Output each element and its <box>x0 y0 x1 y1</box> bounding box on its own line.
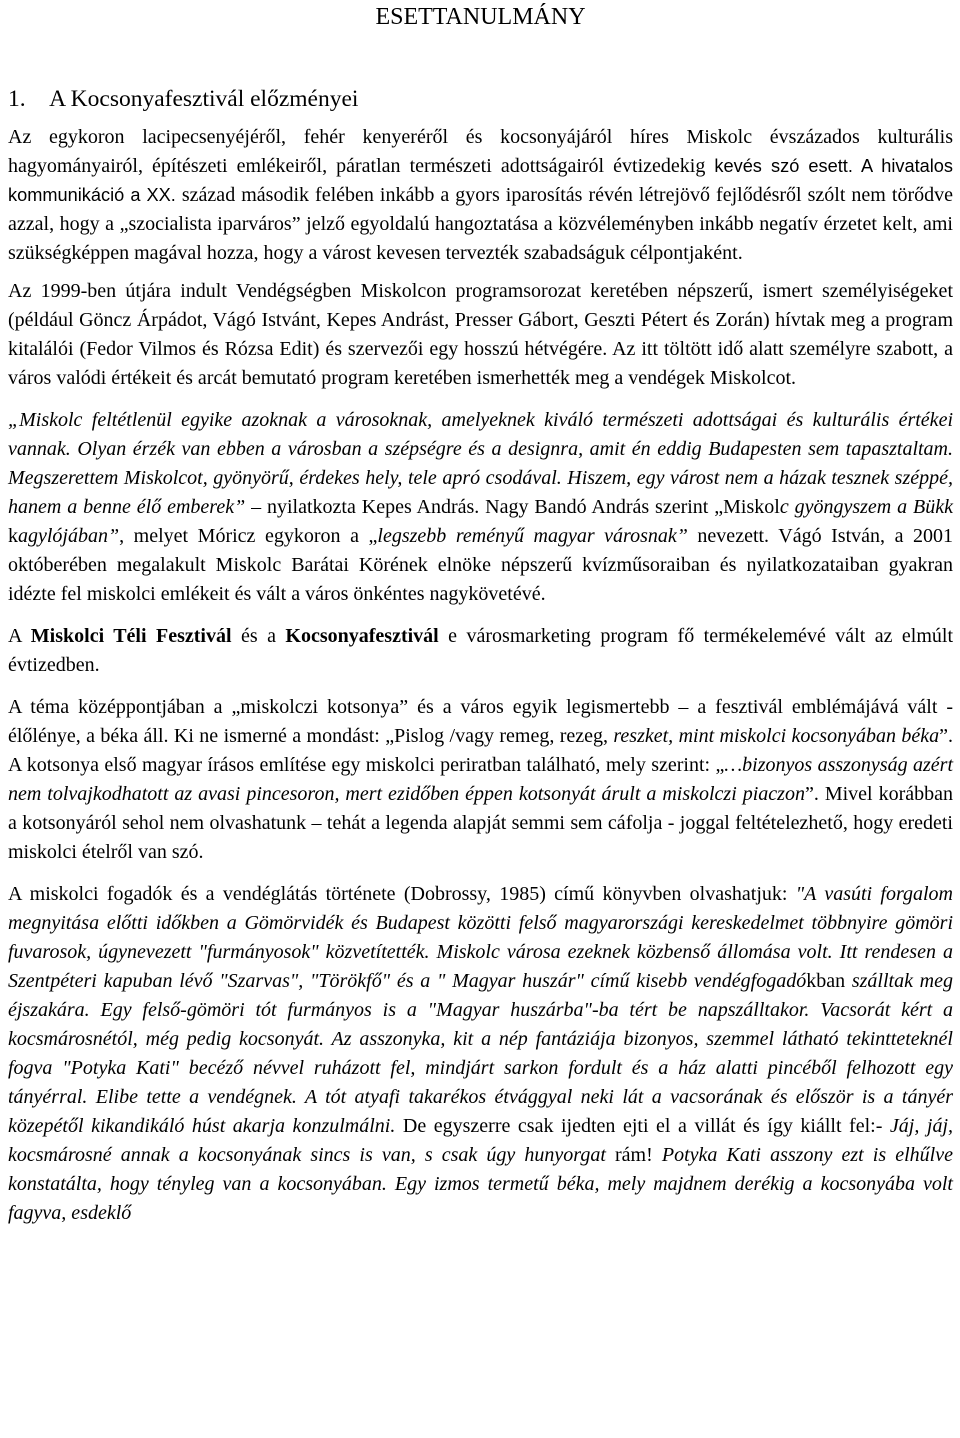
saying-quote: reszket, mint miskolci kocsonyában béka <box>613 725 940 747</box>
attribution-bando-mid: k <box>8 525 18 547</box>
document-page <box>8 0 953 1228</box>
p6-text-a: A miskolci fogadók és a vendéglátás története (Dobrossy, 1985) című könyvben olvashatjuk: <box>8 883 796 905</box>
quote-bando-1: c gyöngyszem a Bükk <box>779 496 953 518</box>
dobrossy-quote-3: Jáj, jáj, kocsmárosné annak a kocsonyának sincs is van, s csak úgy hunyorgat <box>8 1115 953 1166</box>
attribution-moricz: , melyet Móricz egykoron a „ <box>119 525 378 547</box>
p4-text-b: és a <box>231 625 286 647</box>
paragraph-kotsonya <box>8 693 953 867</box>
quote-bando-2: agylójában” <box>18 525 120 547</box>
p4-text-c: e városmarketing program fő termékelemévé vált az elmúlt évtizedben. <box>8 625 954 676</box>
festival-name-kocsonya: Kocsonyafesztivál <box>285 625 439 647</box>
p5-text-a: A téma középpontjában a „miskolczi kotsonya” és a város egyik legismertebb – a fesztivál emblémájává vált - élőlénye, a béka áll. Ki ne ismerné a mondást: „Pislog /vagy remeg, rezeg, <box>8 696 953 747</box>
attribution-kepes: – nyilatkozta Kepes András. Nagy Bandó András szerint „Miskol <box>245 496 780 518</box>
section-title: A Kocsonyafesztivál előzményei <box>49 86 359 112</box>
section-number: 1. <box>8 86 26 112</box>
paragraph-quotes <box>8 406 953 609</box>
paragraph-dobrossy <box>8 880 953 1228</box>
p1-text-sans: kevés szó esett. A hivatalos kommunikáció a XX. <box>8 156 953 205</box>
p6-text-d: rám! <box>615 1144 662 1166</box>
dobrossy-quote-2: szálltak meg éjszakára. Egy felső-gömöri tót furmányos is a "Magyar huszárba"-ba tért be napszálltakor. Vacsorát kért a kocsmárosnétól, még pedig kocsonyát. Az asszonyka, kit a nép fantáziája bizonyos, szemmel látható tekintteteknél fogva "Potyka Kati" becéző névvel ruházott fel, mindjárt sarkon fordult és a ház alatti pincéből felhozott egy tányérral. Elibe tette a vendégnek. A tót atyafi takarékos étvággyal neki lát a vacsorának és először is a tányér közepétől kikandikáló húst akarja konzulmálni. <box>8 970 953 1137</box>
dobrossy-quote-1: "A vasúti forgalom megnyitása előtti időkben a Gömörvidék és Budapest közötti felső magyarországi kereskedelmet többnyire gömöri fuvarosok, úgynevezett "furmányosok" közvetítették. Miskolc városa ezeknek közbenső állomása volt. Itt rendesen a Szentpéteri kapuban lévő "Szarvas", "Törökfő" és a " Magyar huszár" című kisebb vendégfogadó <box>8 883 953 992</box>
p4-text-a: A <box>8 625 31 647</box>
p1-text-a: Az egykoron lacipecsenyéjéről, fehér kenyeréről és kocsonyájáról híres Miskolc évszázados kulturális hagyományairól, építészeti emlékeiről, páratlan természeti adottságairól évtizedekig <box>8 126 953 177</box>
quote-moricz: legszebb reményű magyar városnak” <box>377 525 688 547</box>
p6-text-b: kban <box>806 970 846 992</box>
p5-text-c: ”. Mivel korábban a kotsonyáról sehol nem olvashatunk – tehát a legenda alapját semmi sem cáfolja - joggal feltételezhető, hogy eredeti miskolci ételről van szó. <box>8 783 953 863</box>
paragraph-history <box>8 123 953 268</box>
quote-kepes: „Miskolc feltétlenül egyike azoknak a városoknak, amelyeknek kiváló természeti adottságai és kulturális értékei vannak. Olyan érzék van ebben a városban a szépségre és a designra, amit én eddig Budapesten sem tapasztaltam. Megszerettem Miskolcot, gyönyörű, érdekes hely, tele apró csodával. Hiszem, egy várost nem a házak tesznek széppé, hanem a benne élő emberek” <box>8 409 953 518</box>
p2-text-b: Az itt töltött idő alatt személyre szabott, a város valódi értékeit és arcát bemutató program keretében ismerhették meg a vendégek Miskolcot. <box>8 338 953 389</box>
p6-text-c: De egyszerre csak ijedten ejti el a villát és így kiállt fel:- <box>395 1115 890 1137</box>
attribution-moricz-end: nevezett. Vágó István, a 2001 októberében megalakult Miskolc Barátai Körének elnöke népszerű kvízműsoraiban és nyilatkozataiban gyakran idézte fel miskolci emlékeit és vált a város önkéntes nagykövetévé. <box>8 525 954 605</box>
p2-text-a: Az 1999-ben útjára indult Vendégségben Miskolcon programsorozat keretében népszerű, ismert személyiségeket (például Göncz Árpádot, Vágó Istvánt, Kepes Andrást, Presser Gábort, Geszti Pétert és Zorán) hívtak meg a program kitalálói (Fedor Vilmos és Rózsa Edit) és szervezői egy hosszú hétvégére. <box>8 280 953 360</box>
p5-text-b: ”. A kotsonya első magyar írásos említése egy miskolci periratban található, mely szerint: „ <box>8 725 953 776</box>
court-record-quote: …bizonyos asszonyság azért nem tolvajkodhatott az avasi pincesoron, mert ezidőben éppen kotsonyát árult a miskolczi piaczon <box>8 754 954 805</box>
paragraph-festivals <box>8 622 953 680</box>
section-heading <box>8 84 953 114</box>
p1-text-b: század második felében inkább a gyors iparosítás révén létrejövő fejlődésről szólt nem törődve azzal, hogy a „szocialista iparváros” jelző egyoldalú hangoztatása a közvéleményben inkább negatív érzetet kelt, ami szükségképpen magával hozza, hogy a várost kevesen tervezték szabadságuk célpontjaként. <box>8 184 953 264</box>
paragraph-vendegsegben <box>8 277 953 393</box>
document-title: ESETTANULMÁNY <box>375 4 586 30</box>
dobrossy-quote-4: Potyka Kati asszony ezt is elhűlve konstatálta, hogy tényleg van a kocsonyában. Egy izmos termetű béka, mely majdnem derékig a kocsonyába volt fagyva, esdeklő <box>8 1144 953 1224</box>
festival-name-winter: Miskolci Téli Fesztivál <box>30 625 232 647</box>
